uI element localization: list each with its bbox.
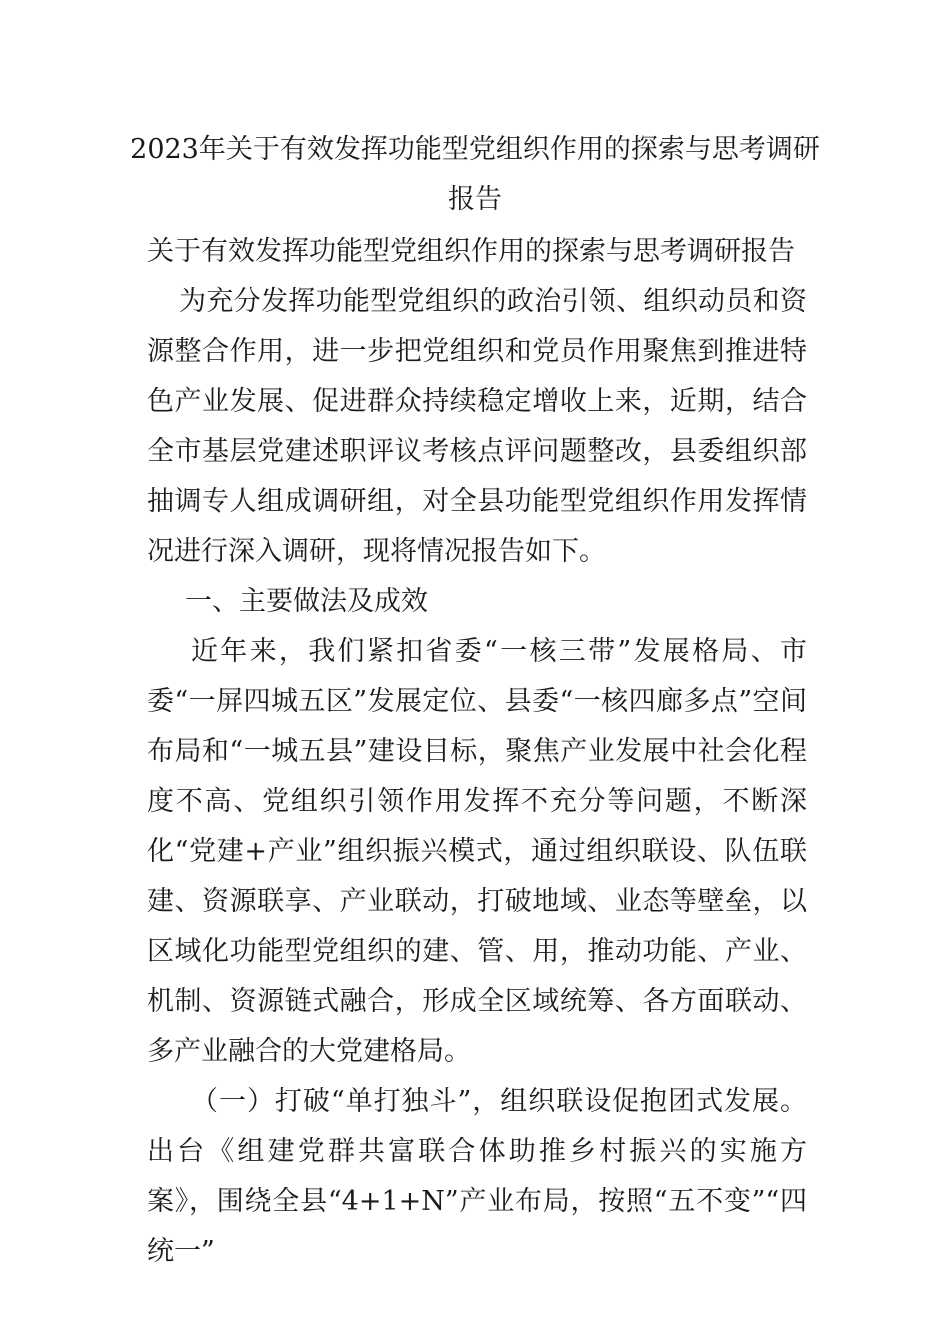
document-subtitle: 关于有效发挥功能型党组织作用的探索与思考调研报告 (147, 236, 795, 267)
subsection-paragraph-1: （一）打破“单打独斗”，组织联设促抱团式发展。出台《组建党群共富联合体助推乡村振兴的实施方案》，围绕全县“4+1+N”产业布局，按照“五不变”“四统一” (147, 1086, 807, 1267)
section-heading-main-practices: 一、主要做法及成效 (185, 586, 428, 617)
intro-paragraph: 为充分发挥功能型党组织的政治引领、组织动员和资源整合作用，进一步把党组织和党员作用聚焦到推进特色产业发展、促进群众持续稳定增收上来，近期，结合全市基层党建述职评议考核点评问题整改，县委组织部抽调专人组成调研组，对全县功能型党组织作用发挥情况进行深入调研，现将情况报告如下。 (147, 286, 807, 567)
document-title-line-2: 报告 (448, 184, 502, 215)
section-body-paragraph: 近年来，我们紧扣省委“一核三带”发展格局、市委“一屏四城五区”发展定位、县委“一核四廊多点”空间布局和“一城五县”建设目标，聚焦产业发展中社会化程度不高、党组织引领作用发挥不充分等问题，不断深化“党建+产业”组织振兴模式，通过组织联设、队伍联建、资源联享、产业联动，打破地域、业态等壁垒，以区域化功能型党组织的建、管、用，推动功能、产业、机制、资源链式融合，形成全区域统筹、各方面联动、多产业融合的大党建格局。 (147, 636, 807, 1067)
document-title-line-1: 2023年关于有效发挥功能型党组织作用的探索与思考调研 (130, 134, 820, 165)
